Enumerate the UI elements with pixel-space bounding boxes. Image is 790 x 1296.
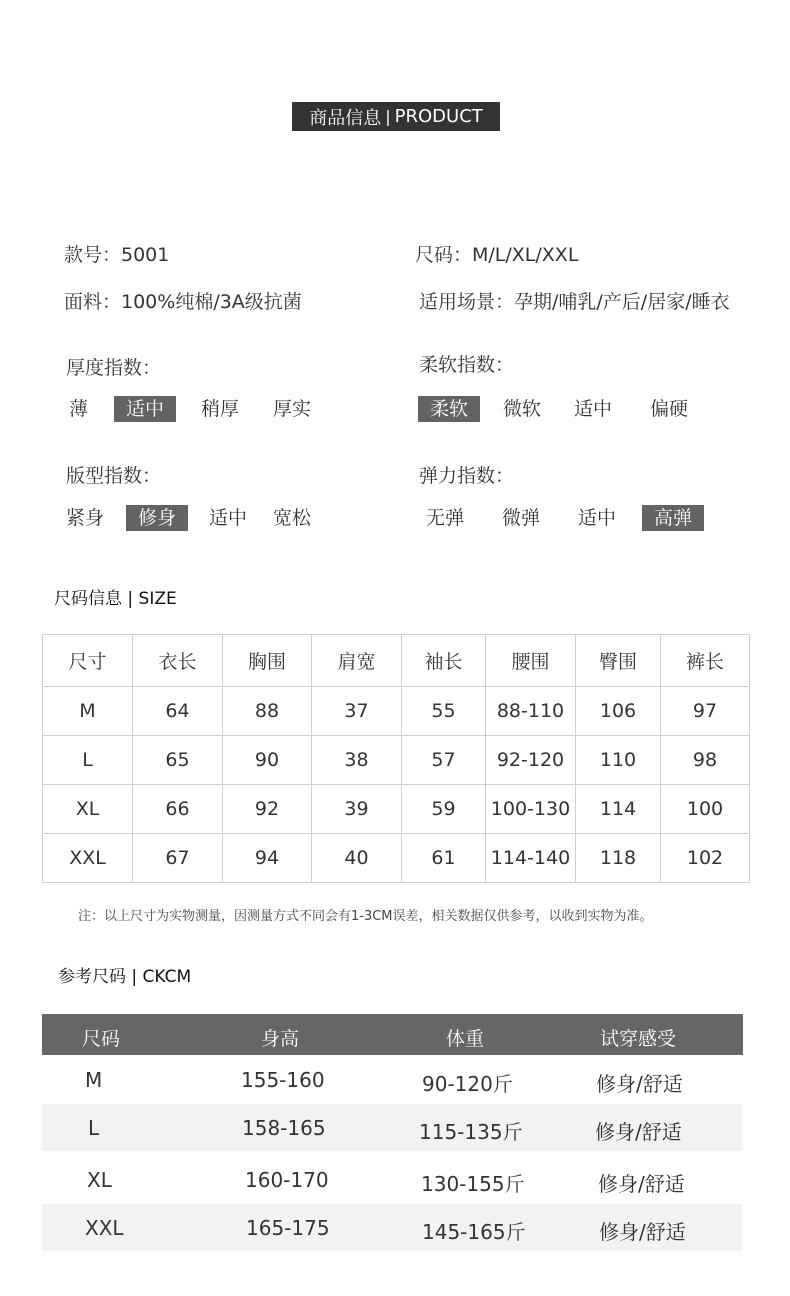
table-cell: 106: [576, 687, 661, 736]
size-range: 尺码：M/L/XL/XXL: [415, 244, 579, 266]
table-cell: 修身/舒适: [596, 1072, 683, 1096]
size-table-header-row: [43, 635, 750, 687]
table-cell: 88-110: [486, 687, 576, 736]
thickness-option-thin: 薄: [69, 398, 89, 420]
table-cell: L: [88, 1116, 100, 1140]
softness-option-slightly-soft: 微软: [503, 398, 542, 420]
ref-header-cell: 体重: [446, 1028, 485, 1050]
elasticity-option-medium: 适中: [578, 507, 617, 529]
table-cell: 102: [661, 834, 750, 883]
table-cell: XL: [87, 1168, 112, 1192]
table-cell: 修身/舒适: [598, 1172, 685, 1196]
table-cell: XL: [43, 785, 133, 834]
table-cell: 67: [133, 834, 223, 883]
style-number: 款号：5001: [64, 244, 170, 266]
usage-scenes: 适用场景：孕期/哺乳/产后/居家/睡衣: [419, 291, 730, 313]
table-cell: 110: [576, 736, 661, 785]
elasticity-index-label: 弹力指数：: [419, 465, 515, 487]
table-cell: 118: [576, 834, 661, 883]
thickness-option-thick: 厚实: [273, 398, 312, 420]
table-cell: 88: [223, 687, 312, 736]
size-header-cell: 腰围: [486, 635, 576, 687]
product-info-badge: [292, 102, 500, 131]
table-cell: 修身/舒适: [599, 1220, 686, 1244]
table-cell: 66: [133, 785, 223, 834]
table-row: [42, 1204, 742, 1251]
fit-option-loose: 宽松: [273, 507, 312, 529]
table-cell: 修身/舒适: [595, 1120, 682, 1144]
table-cell: 158-165: [242, 1116, 326, 1140]
table-cell: 92-120: [486, 736, 576, 785]
table-cell: 90: [223, 736, 312, 785]
size-header-cell: 尺寸: [43, 635, 133, 687]
table-cell: 100: [661, 785, 750, 834]
softness-index-label: 柔软指数：: [419, 354, 515, 376]
reference-table-header: [42, 1014, 743, 1055]
table-row: [43, 687, 750, 736]
elasticity-option-slight: 微弹: [502, 507, 541, 529]
fit-option-slim-selected: 修身: [126, 505, 188, 531]
table-cell: L: [43, 736, 133, 785]
table-cell: 57: [402, 736, 486, 785]
table-row: [42, 1056, 742, 1103]
table-cell: XXL: [43, 834, 133, 883]
table-cell: 97: [661, 687, 750, 736]
softness-option-medium: 适中: [574, 398, 613, 420]
ref-header-cell: 尺码: [82, 1028, 121, 1050]
size-header-cell: 袖长: [402, 635, 486, 687]
size-header-cell: 裤长: [661, 635, 750, 687]
table-cell: 90-120斤: [422, 1072, 513, 1096]
table-cell: 165-175: [246, 1216, 330, 1240]
size-header-cell: 臀围: [576, 635, 661, 687]
size-header-cell: 肩宽: [312, 635, 402, 687]
softness-option-soft-selected: 柔软: [418, 396, 480, 422]
thickness-option-medium-selected: 适中: [114, 396, 176, 422]
thickness-option-slightly-thick: 稍厚: [201, 398, 240, 420]
table-cell: 94: [223, 834, 312, 883]
size-header-cell: 衣长: [133, 635, 223, 687]
table-row: [42, 1156, 742, 1203]
size-info-title: 尺码信息 | SIZE: [54, 589, 177, 609]
table-cell: 37: [312, 687, 402, 736]
table-cell: 155-160: [241, 1068, 325, 1092]
table-cell: 130-155斤: [421, 1172, 525, 1196]
table-cell: XXL: [85, 1216, 124, 1240]
table-cell: 61: [402, 834, 486, 883]
table-cell: 64: [133, 687, 223, 736]
table-cell: 114-140: [486, 834, 576, 883]
softness-option-hard: 偏硬: [650, 398, 689, 420]
size-table: [42, 634, 750, 883]
ref-header-cell: 身高: [261, 1028, 300, 1050]
table-cell: 160-170: [245, 1168, 329, 1192]
fit-option-tight: 紧身: [66, 507, 105, 529]
thickness-index-label: 厚度指数：: [66, 357, 162, 379]
table-row: [43, 834, 750, 883]
table-cell: 39: [312, 785, 402, 834]
table-cell: 114: [576, 785, 661, 834]
table-cell: 145-165斤: [422, 1220, 526, 1244]
badge-title-cn: 商品信息: [309, 107, 382, 129]
size-header-cell: 胸围: [223, 635, 312, 687]
elasticity-option-high-selected: 高弹: [642, 505, 704, 531]
table-cell: 55: [402, 687, 486, 736]
table-cell: M: [85, 1068, 103, 1092]
table-cell: 115-135斤: [419, 1120, 523, 1144]
fit-option-medium: 适中: [209, 507, 248, 529]
table-cell: 59: [402, 785, 486, 834]
fabric-info: 面料：100%纯棉/3A级抗菌: [64, 291, 302, 313]
table-cell: 38: [312, 736, 402, 785]
badge-title-en: PRODUCT: [394, 106, 483, 127]
table-row: [43, 785, 750, 834]
table-cell: 65: [133, 736, 223, 785]
table-cell: 98: [661, 736, 750, 785]
badge-separator: |: [385, 107, 391, 126]
reference-size-title: 参考尺码 | CKCM: [58, 967, 192, 987]
measurement-note: 注：以上尺寸为实物测量，因测量方式不同会有1-3CM误差，相关数据仅供参考，以收到实物为准。: [78, 909, 653, 924]
table-cell: M: [43, 687, 133, 736]
table-row: [42, 1104, 742, 1151]
fit-index-label: 版型指数：: [66, 465, 162, 487]
elasticity-option-none: 无弹: [426, 507, 465, 529]
table-cell: 100-130: [486, 785, 576, 834]
table-row: [43, 736, 750, 785]
table-cell: 40: [312, 834, 402, 883]
table-cell: 92: [223, 785, 312, 834]
ref-header-cell: 试穿感受: [600, 1028, 677, 1050]
